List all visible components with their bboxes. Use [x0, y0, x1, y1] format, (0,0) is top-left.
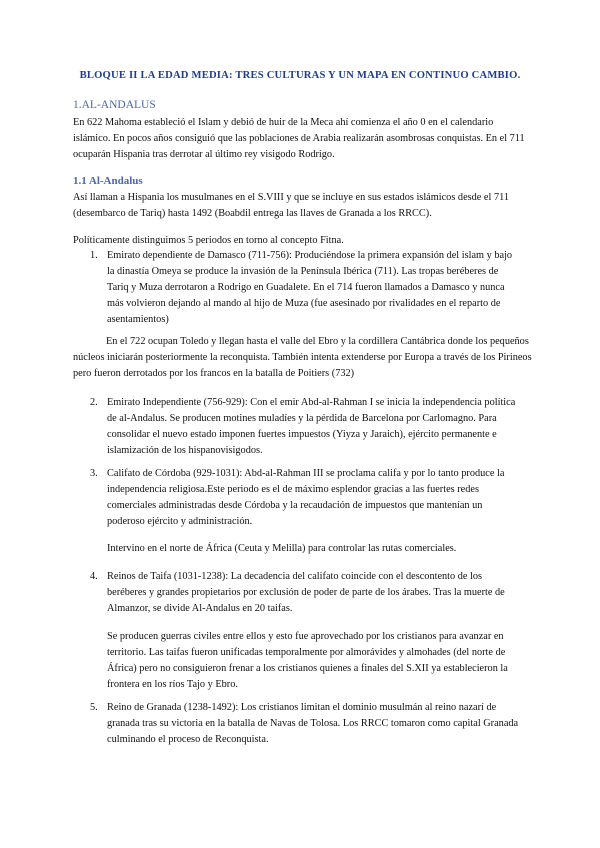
list-item-text: Califato de Córdoba (929-1031): Abd-al-Rahman III se proclama califa y por lo tanto produce la independencia religiosa.Este periodo es el de máximo esplendor gracias a las fuertes redes comerciales administradas desde Córdoba y la recaudación de impuestos que mantenían un poderoso ejército y administración. — [107, 468, 505, 527]
list-item-extra: Se producen guerras civiles entre ellos y esto fue aprovechado por los cristianos para avanzar en territorio. Las taifas fueron unificadas temporalmente por almorávides y almohades (del norte de África) pero no consiguieron frenar a los cristianos quienes a finales del S.XII ya establecieron la frontera en los ríos Tajo y Ebro. — [107, 631, 508, 690]
section-heading: 1.AL-ANDALUS — [73, 99, 156, 111]
list-number: 2. — [90, 397, 98, 408]
list-item-text: Emirato dependiente de Damasco (711-756): Produciéndose la primera expansión del islam y bajo la dinastía Omeya se produce la invasión de la Península Ibérica (711). Las tropas beréberes de Tariq y Muza derrotaron a Rodrigo en Guadalete. En el 714 fueron llamados a Damasco y nunca más volvieron dejando al mando al hijo de Muza (fue asesinado por rivalidades en el reparto de asentamientos) — [107, 250, 513, 325]
periods-intro-paragraph: Políticamente distinguimos 5 periodos en torno al concepto Fitna. — [73, 235, 344, 246]
list-item-extra: Intervino en el norte de África (Ceuta y Melilla) para controlar las rutas comerciales. — [107, 543, 457, 554]
subsection-intro-paragraph: Así llaman a Hispania los musulmanes en el S.VIII y que se incluye en sus estados islámicos desde el 711 (desembarco de Tariq) hasta 1492 (Boabdil entrega las llaves de Granada a los RRCC). — [73, 192, 510, 219]
list-item-text: Reino de Granada (1238-1492): Los cristianos limitan el dominio musulmán al reino nazarí de granada tras su victoria en la batalla de Navas de Tolosa. Los RRCC tomaron como capital Granada culminando el proceso de Reconquista. — [107, 702, 519, 745]
list-item-text: Reinos de Taifa (1031-1238): La decadencia del califato coincide con el descontento de los beréberes y grandes propietarios por exclusión de poder de parte de los árabes. Tras la muerte de Almanzor, se divide Al-Andalus en 20 taifas. — [107, 571, 505, 614]
intro-paragraph: En 622 Mahoma estableció el Islam y debió de huir de la Meca ahí comienza el año 0 en el calendario islámico. En pocos años consiguió que las poblaciones de Arabia realizarán asombrosas conquistas. En el 711 ocuparán Hispania tras derrotar al último rey visigodo Rodrigo. — [73, 117, 525, 160]
interlude-paragraph: En el 722 ocupan Toledo y llegan hasta el valle del Ebro y la cordillera Cantábrica donde los pequeños núcleos iniciarán posteriormente la reconquista. También intenta extenderse por Europa a través de los Pirineos pero fueron derrotados por los francos en la batalla de Poitiers (732) — [73, 336, 532, 379]
subsection-heading: 1.1 Al-Andalus — [73, 175, 143, 187]
document-title: BLOQUE II LA EDAD MEDIA: TRES CULTURAS Y UN MAPA EN CONTINUO CAMBIO. — [79, 70, 521, 81]
list-number: 3. — [90, 468, 98, 479]
list-number: 5. — [90, 702, 98, 713]
list-number: 4. — [90, 571, 98, 582]
list-item-text: Emirato Independiente (756-929): Con el emir Abd-al-Rahman I se inicia la independencia política de al-Andalus. Se producen motines muladíes y la pérdida de Barcelona por Carlomagno. Para consolidar el nuevo estado imponen fuertes impuestos (Yiyza y Jaraich), ejército permanente e islamización de los hispanovisigodos. — [107, 397, 516, 456]
list-number: 1. — [90, 250, 98, 261]
